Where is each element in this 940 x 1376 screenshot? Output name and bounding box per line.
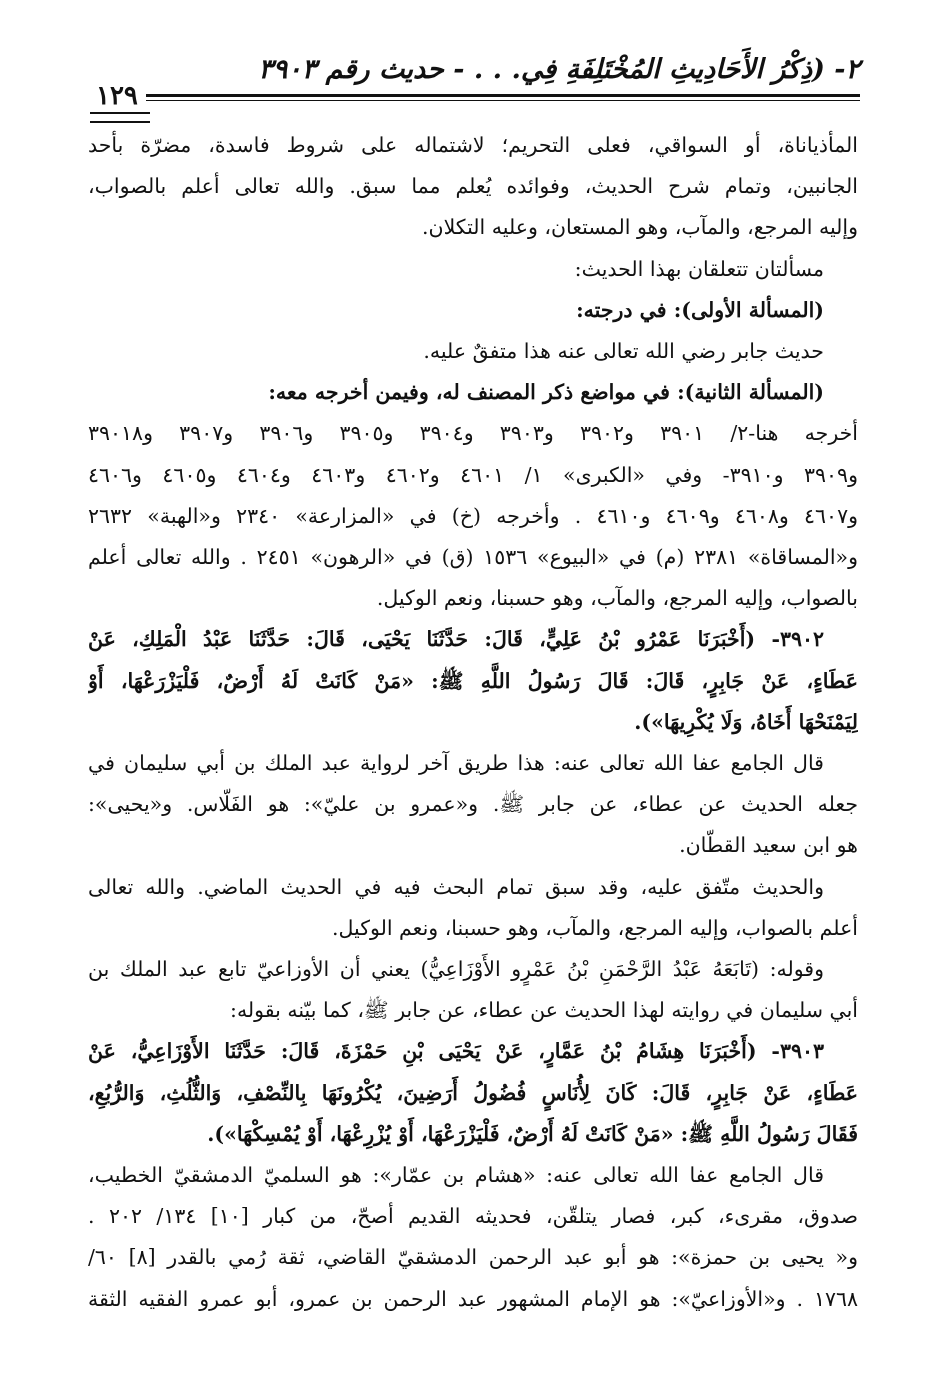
running-header (90, 50, 860, 120)
hadith-3902-line: ٣٩٠٢- (أَخْبَرَنَا عَمْرُو بْنُ عَلِيٍّ، قَالَ: حَدَّثَنَا يَحْيَى، قَالَ: حَدَّثَنَا عَبْدُ الْمَلِكِ، عَنْ (88, 627, 824, 652)
text-line: أبي سليمان في روايته لهذا الحديث عن عطاء، عن جابر ﷺ، كما بيّنه بقوله: (230, 998, 858, 1023)
text-line: و٤٦٠٧ و٤٦٠٨ و٤٦٠٩ و٤٦١٠ . وأخرجه (خ) في «المزارعة» ٢٣٤٠ و«الهبة» ٢٦٣٢ (88, 503, 858, 528)
hadith-3903-line: فَقَالَ رَسُولُ اللَّهِ ﷺ: «مَنْ كَانَتْ لَهُ أَرْضٌ، فَلْيَزْرَعْهَا، أَوْ يُزْرِعْهَا، أَوْ يُمْسِكْهَا»). (207, 1121, 858, 1146)
text-line: أخرجه هنا-٢/ ٣٩٠١ و٣٩٠٢ و٣٩٠٣ و٣٩٠٤ و٣٩٠٥ و٣٩٠٦ و٣٩٠٧ و٣٩٠١٨ (88, 421, 858, 446)
text-line: وإليه المرجع، والمآب، وهو المستعان، وعليه التكلان. (422, 215, 858, 240)
header-title: ٢- (ذِكْرُ الأَحَادِيثِ المُخْتَلِفَةِ فِي. . . - حديث رقم ٣٩٠٣ (258, 54, 860, 85)
text-line: و«المساقاة» ٢٣٨١ (م) في «البيوع» ١٥٣٦ (ق) في «الرهون» ٢٤٥١ . والله تعالى أعلم (88, 545, 858, 570)
text-line: حديث جابر رضي الله تعالى عنه هذا متفقٌ عليه. (423, 339, 824, 364)
text-line: وقوله: (تَابَعَهُ عَبْدُ الرَّحْمَنِ بْنُ عَمْرٍو الأَوْزَاعِيُّ) يعني أن الأوزاعيّ تابع عبد الملك بن (88, 957, 824, 982)
text-line: قال الجامع عفا الله تعالى عنه: هذا طريق آخر لرواية عبد الملك بن أبي سليمان في (88, 751, 824, 776)
text-line: صدوق، مقرىء، كبر، فصار يتلقّن، فحديثه القديم أصحّ، من كبار [١٠] ١٣٤/ ٢٠٢ . (88, 1204, 858, 1229)
text-line: جعله الحديث عن عطاء، عن جابر ﷺ. و«عمرو بن عليّ»: هو الفَلّاس. و«يحيى»: (88, 792, 858, 817)
hadith-3903-line: ٣٩٠٣- (أَخْبَرَنَا هِشَامُ بْنُ عَمَّارٍ، عَنْ يَحْيَى بْنِ حَمْزَةَ، قَالَ: حَدَّثَنَا الأَوْزَاعِيُّ، عَنْ (88, 1039, 824, 1064)
hadith-3903-line: عَطَاءٍ، عَنْ جَابِرٍ، قَالَ: كَانَ لِأُنَاسٍ فُضُولُ أَرَضِينَ، يُكْرُونَهَا بِالنِّصْفِ، وَالثُّلُثِ، وَالرُّبُعِ، (88, 1080, 858, 1105)
text-line: و٣٩٠٩ و٣٩١٠- وفي «الكبرى» ١/ ٤٦٠١ و٤٦٠٢ و٤٦٠٣ و٤٦٠٤ و٤٦٠٥ و٤٦٠٦ (88, 462, 858, 487)
text-line: ١٧٦٨ . و«الأوزاعيّ»: هو الإمام المشهور عبد الرحمن بن عمرو، أبو عمرو الفقيه الثقة (88, 1286, 858, 1311)
header-rule-thin (90, 100, 860, 101)
text-line: والحديث متّفق عليه، وقد سبق تمام البحث فيه في الحديث الماضي. والله تعالى (88, 874, 824, 899)
text-line: بالصواب، وإليه المرجع، والمآب، وهو حسبنا، ونعم الوكيل. (376, 586, 858, 611)
body-text (88, 125, 858, 1320)
question-heading-1: (المسألة الأولى): في درجته: (576, 297, 824, 322)
text-line: قال الجامع عفا الله تعالى عنه: «هشام بن عمّار»: هو السلميّ الدمشقيّ الخطيب، (88, 1163, 824, 1188)
text-line: المأذياناة، أو السواقي، فعلى التحريم؛ لاشتماله على شروط فاسدة، مضرّة بأحد (88, 133, 858, 157)
text-line: مسألتان تتعلقان بهذا الحديث: (574, 256, 824, 281)
page-number: ١٢٩ (90, 84, 146, 108)
text-line: الجانبين، وتمام شرح الحديث، وفوائده يُعلم مما سبق. والله تعالى أعلم بالصواب، (88, 174, 858, 199)
header-rule (90, 94, 860, 97)
text-line: هو ابن سعيد القطّان. (679, 833, 858, 858)
text-line: و« يحيى بن حمزة»: هو أبو عبد الرحمن الدمشقيّ القاضي، ثقة رُمي بالقدر [٨] ٦٠/ (88, 1245, 858, 1270)
question-heading-2: (المسألة الثانية): في مواضع ذكر المصنف له، وفيمن أخرجه معه: (268, 380, 824, 405)
page-number-rules (90, 112, 150, 123)
text-line: أعلم بالصواب، وإليه المرجع، والمآب، وهو حسبنا، ونعم الوكيل. (332, 915, 858, 940)
hadith-3902-line: عَطَاءٍ، عَنْ جَابِرٍ، قَالَ: قَالَ رَسُولُ اللَّهِ ﷺ: «مَنْ كَانَتْ لَهُ أَرْضٌ، فَلْيَزْرَعْهَا، أَوْ (88, 668, 858, 693)
hadith-3902-line: لِيَمْنَحْهَا أَخَاهُ، وَلَا يُكْرِيهَا»). (634, 709, 858, 734)
